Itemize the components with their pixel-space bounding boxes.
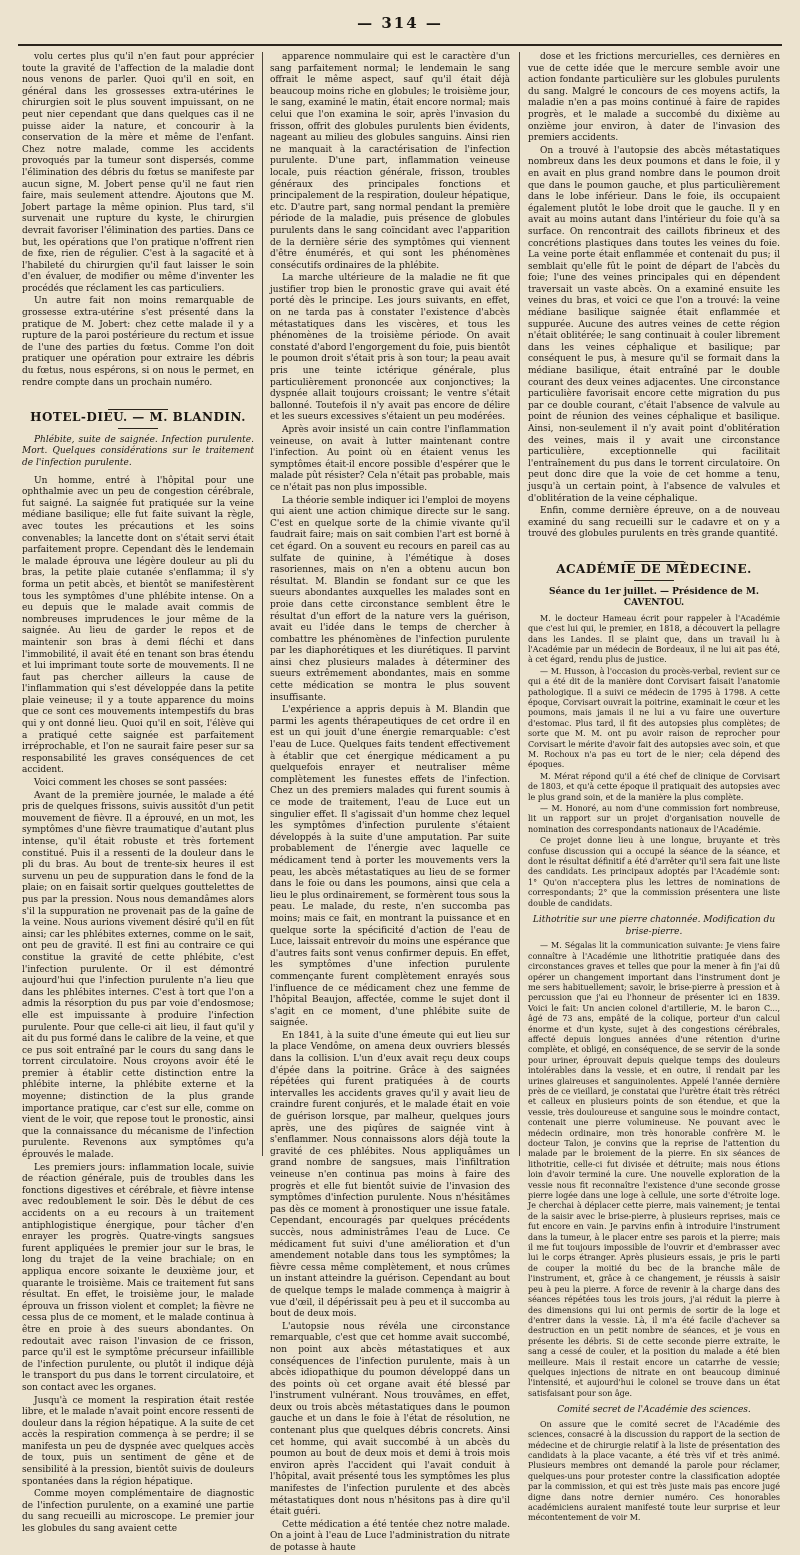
paragraph: M. Mérat répond qu'il a été chef de clinique de Corvisart de 1803, et qu'à cette époque il pratiquait des autopsies avec le plus grand soin, et de la manière la plus complète. bbox=[528, 771, 780, 802]
subsection-heading: Lithotritie sur une pierre chatonnée. Modification du brise-pierre. bbox=[532, 915, 776, 937]
section-heading-academie bbox=[528, 555, 780, 581]
heading-rule bbox=[118, 428, 158, 429]
paragraph: L'expérience a appris depuis à M. Blandin que parmi les agents thérapeutiques de cet ordre il en est un qui jouit d'une énergie remarquable: c'est l'eau de Luce. Quelques faits tendent effectivement à établir que cet énergique médicament a pu quelquefois enrayer et neutraliser même complètement les funestes effets de l'infection. Chez un des premiers malades qui furent soumis à ce mode de traitement, l'eau de Luce eut un singulier effet. Il s'agissait d'un homme chez lequel les symptômes d'infection purulente s'étaient développés à la suite d'une amputation. Par suite probablement de l'énergie avec laquelle ce médicament tend à porter les mouvements vers la peau, les abcès métastatiques au lieu de se former dans le foie ou dans les poumons, ainsi que cela a lieu le plus ordinairement, se formèrent tous sous la peau. Le malade, du reste, n'en succomba pas moins; mais ce fait, en montrant la puissance et en quelque sorte la spécificité d'action de l'eau de Luce, laissait entrevoir du moins une espérance que d'autres faits sont venus confirmer depuis. En effet, les symptômes d'une infection purulente commençante furent complètement enrayés sous l'influence de ce médicament chez une femme de l'hôpital Beaujon, affectée, comme le sujet dont il s'agit en ce moment, d'une phlébite suite de saignée. bbox=[270, 705, 510, 1029]
paragraph: L'autopsie nous révéla une circonstance remarquable, c'est que cet homme avait succombé, non point aux abcès métastatiques et aux conséquences de l'infection purulente, mais à un abcès idiopathique du poumon développé dans un des points où cet organe avait été blessé par l'instrument vulnérant. Nous trouvâmes, en effet, deux ou trois abcès métastatiques dans le poumon gauche et un dans le foie à l'état de résolution, ne contenant plus que quelques débris concrets. Ainsi cet homme, qui avait succombé à un abcès du poumon au bout de deux mois et demi à trois mois environ après l'accident qui l'avait conduit à l'hôpital, avait présenté tous les symptômes les plus manifestes de l'infection purulente et des abcès métastatiques dont nous n'hésitons pas à dire qu'il était guéri. bbox=[270, 1321, 510, 1518]
paragraph: Un homme, entré à l'hôpital pour une ophthalmie avec un peu de congestion cérébrale, fut saigné. La saignée fut pratiquée sur la veine médiane basilique; elle fut faite suivant la règle, avec toutes les précautions et les soins convenables; la lancette dont on s'était servi était parfaitement propre. Cependant dès le lendemain le malade éprouva une légère douleur au pli du bras, la petite plaie cutanée s'enflamma; il s'y forma un petit abcès, et bientôt se manifestèrent tous les symptômes d'une phlébite intense. On a eu depuis que le malade avait commis de nombreuses imprudences le jour même de la saignée. Au lieu de garder le repos et de maintenir son bras à demi fléchi et dans l'immobilité, il avait été en tenant son bras étendu et lui imprimant toute sorte de mouvements. Il ne faut pas chercher ailleurs la cause de l'inflammation qui s'est développée dans la petite plaie veineuse; il y a toute apparence du moins que ce sont ces mouvements intempestifs du bras qui y ont donné lieu. Quoi qu'il en soit, l'élève qui a pratiqué cette saignée est parfaitement irréprochable, et l'on ne saurait faire peser sur sa responsabilité les graves conséquences de cet accident. bbox=[22, 475, 254, 776]
subsection-heading: Comité secret de l'Académie des sciences. bbox=[557, 1405, 751, 1416]
paragraph: Voici comment les choses se sont passées: bbox=[34, 778, 228, 789]
paragraph: volu certes plus qu'il n'en faut pour apprécier toute la gravité de l'affection de la maladie dont nous venons de parler. Quoi qu'il en soit, en général dans les grossesses extra-utérines le chirurgien soit le plus souvent impuissant, on ne peut nier cependant que dans quelques cas il ne puisse aider la nature, et concourir à la conservation de la mère et même de l'enfant. Chez notre malade, comme les accidents provoqués par la tumeur sont dispersés, comme l'élimination des débris du fœtus se manifeste par aucun signe, M. Jobert pense qu'il ne faut rien faire, mais seulement attendre. Ajoutons que M. Jobert partage la même opinion. Plus tard, s'il survenait une rupture du kyste, le chirurgien devrait favoriser l'élimination des parties. Dans ce but, les opérations que l'on pratique n'offrent rien de fixe, rien de régulier. C'est à la sagacité et à l'habileté du chirurgien qu'il faut laisser le soin d'en évaluer, de modifier ou même d'inventer les procédés que réclament les cas particuliers. bbox=[22, 52, 254, 294]
paragraph: Jusqu'à ce moment la respiration était restée libre, et le malade n'avait point encore ressenti de douleur dans la région hépatique. A la suite de cet accès la respiration commença à se perdre; il se manifesta un peu de dyspnée avec quelques accès de toux, puis un sentiment de gêne et de sensibilité à la pression, bientôt suivis de douleurs spontanées dans la région hépatique. bbox=[22, 1395, 254, 1487]
paragraph: Enfin, comme dernière épreuve, on a de nouveau examiné du sang recueilli sur le cadavre et on y a trouvé des globules purulents en très grande quantité. bbox=[528, 506, 780, 540]
paragraph: Un autre fait non moins remarquable de grossesse extra-utérine s'est présenté dans la pratique de M. Jobert: chez cette malade il y a rupture de la paroi postérieure du rectum et issue de l'une des parties du fœtus. Comme l'on doit pratiquer une opération pour extraire les débris du fœtus, nous espérons, si on nous le permet, en rendre compte dans un prochain numéro. bbox=[22, 296, 254, 388]
heading-rule bbox=[634, 580, 674, 581]
column-2 bbox=[270, 52, 510, 1553]
column-1 bbox=[22, 52, 254, 1535]
heading-text: HOTEL-DIEU. — M. BLANDIN. bbox=[30, 410, 246, 425]
paragraph: — M. Husson, à l'occasion du procès-verbal, revient sur ce qui a été dit de la manière dont Corvisart faisait l'anatomie pathologique. Il a suivi ce médecin de 1795 à 1798. A cette époque, Corvisart ouvrait la poitrine, examinait le cœur et les poumons, mais jamais il ne lui a vu faire une ouverture d'estomac. Plus tard, il fit des autopsies plus complètes; de sorte que M. M. ont pu avoir raison de reprocher pour Corvisart le mérite d'avoir fait des autopsies avec soin, et que M. Rochoux n'a pas eu tort de le nier; cela dépend des époques. bbox=[528, 666, 780, 770]
paragraph: dose et les frictions mercurielles, ces dernières en vue de cette idée que le mercure semble avoir une action fondante particulière sur les globules purulents du sang. Malgré le concours de ces moyens actifs, la maladie n'en a pas moins continué à faire de rapides progrès, et le malade a succombé du dixième au onzième jour environ, à dater de l'invasion des premiers accidents. bbox=[528, 52, 780, 144]
paragraph: Les premiers jours: inflammation locale, suivie de réaction générale, puis de troubles dans les fonctions digestives et cérébrale, et fièvre intense avec redoublement le soir. Dès le début de ces accidents on a eu recours à un traitement antiphlogistique énergique, pour tâcher d'en enrayer les progrès. Quatre-vingts sangsues furent appliquées le premier jour sur le bras, le long du trajet de la veine brachiale; on en appliqua encore soixante le deuxième jour, et quarante le troisième. Mais ce traitement fut sans résultat. En effet, le troisième jour, le malade éprouva un frisson violent et complet; la fièvre ne cessa plus de ce moment, et le malade continua à être en proie à des sueurs abondantes. On redoutait avec raison l'invasion de ce frisson, parce qu'il est le symptôme précurseur infaillible de l'infection purulente, ou plutôt il indique déjà le transport du pus dans le torrent circulatoire, et son contact avec les organes. bbox=[22, 1162, 254, 1393]
paragraph: En 1841, à la suite d'une émeute qui eut lieu sur la place Vendôme, on amena deux ouvriers blessés dans la collision. L'un d'eux avait reçu deux coups d'épée dans la poitrine. Grâce à des saignées répétées qui furent pratiquées à de courts intervalles les accidents graves qu'il y avait lieu de craindre furent conjurés, et le malade était en voie de guérison lorsque, par malheur, quelques jours après, une des piqûres de saignée vint à s'enflammer. Nous connaissons alors déjà toute la gravité de ces phlébites. Nous appliquâmes un grand nombre de sangsues, mais l'infiltration veineuse n'en continua pas moins à faire des progrès et elle fut bientôt suivie de l'invasion des symptômes d'infection purulente. Nous n'hésitâmes pas dès ce moment à pronostiquer une issue fatale. Cependant, encouragés par quelques précédents succès, nous administrâmes l'eau de Luce. Ce médicament fut suivi d'une amélioration et d'un amendement notable dans tous les symptômes; la fièvre cessa même complètement, et nous crûmes un instant atteindre la guérison. Cependant au bout de quelque temps le malade commença à maigrir à vue d'œil, il dépérissait peu à peu et il succomba au bout de deux mois. bbox=[270, 1030, 510, 1320]
page-number: — 314 — bbox=[357, 14, 443, 32]
paragraph: On a trouvé à l'autopsie des abcès métastatiques nombreux dans les deux poumons et dans le foie, il y en avait en plus grand nombre dans le poumon droit que dans le poumon gauche, et plus particulièrement dans le lobe inférieur. Dans le foie, ils occupaient également plutôt le lobe droit que le gauche. Il y en avait au moins autant dans l'intérieur du foie qu'à sa surface. On rencontrait des caillots fibrineux et des concrétions plastiques dans toutes les veines du foie. La veine porte était enflammée et contenait du pus; il semblait qu'elle fût le point de départ de l'abcès du foie; l'une des veines principales qui en dépendent traversait un vaste abcès. On a examiné ensuite les veines du bras, et voici ce que l'on a trouvé: la veine médiane basilique saignée était enflammée et suppurée. Aucune des autres veines de cette région n'était oblitérée; le sang continuait à couler librement dans les veines céphalique et basilique; par conséquent le pus, à mesure qu'il se formait dans la médiane basilique, était entraîné par le double courant des deux veines adjacentes. Une circonstance particulière favorisait encore cette migration du pus par ce double courant, c'était l'absence de valvule au point de réunion des veines céphalique et basilique. Ainsi, non-seulement il n'y avait point d'oblitération des veines, mais il y avait une circonstance particulière, exceptionnelle qui facilitait l'entraînement du pus dans le torrent circulatoire. On peut donc dire que la voie de cet homme a tenu, jusqu'à un certain point, à l'absence de valvules et d'oblitération de la veine céphalique. bbox=[528, 145, 780, 504]
paragraph: La marche ultérieure de la maladie ne fit que justifier trop bien le pronostic grave qui avait été porté dès le principe. Les jours suivants, en effet, on ne tarda pas à constater l'existence d'abcès métastatiques dans les viscères, et tous les phénomènes de la troisième période. On avait constaté d'abord l'engorgement du foie, puis bientôt le poumon droit s'était pris à son tour; la peau avait pris une teinte ictérique générale, plus particulièrement prononcée aux conjonctives; la dyspnée allait toujours croissant; le ventre s'était ballonné. Toutefois il n'y avait pas encore de délire et les sueurs excessives s'étaient un peu modérées. bbox=[270, 273, 510, 423]
paragraph: M. le docteur Hameau écrit pour rappeler à l'Académie que c'est lui qui, le premier, en 1818, a découvert la pellagre dans les Landes. Il se plaint que, dans un travail lu à l'Académie par un médecin de Bordeaux, il ne lui ait pas été, à cet égard, rendu plus de justice. bbox=[528, 613, 780, 665]
session-line: Séance du 1er juillet. — Présidence de M. CAVENTOU. bbox=[549, 586, 759, 609]
paragraph: On assure que le comité secret de l'Académie des sciences, consacré à la discussion du rapport de la section de médecine et de chirurgie relatif à la liste de présentation des candidats à la place vacante, a été très vif et très animé. Plusieurs membres ont demandé la parole pour réclamer, quelques-uns pour protester contre la classification adoptée par la commission, et qui est très juste mais pas encore jugé digne dans notre dernier numéro. Ces honorables académiciens auraient manifesté toute leur surprise et leur mécontentement de voir M. bbox=[528, 1419, 780, 1523]
heading-text: ACADÉMIE DE MÉDECINE. bbox=[556, 561, 752, 576]
column-3 bbox=[528, 52, 780, 1523]
column-separator bbox=[262, 52, 263, 1156]
paragraph: Ce projet donne lieu à une longue, bruyante et très confuse discussion qui a occupé la séance de la séance, et dont le résultat définitif a été d'arrêter qu'il sera fait une liste des candidats. Les principaux adoptés par l'Académie sont: 1° Qu'on n'acceptera plus les lettres de nominations de correspondants; 2° que la commission présentera une liste double de candidats. bbox=[528, 836, 780, 908]
column-separator bbox=[519, 52, 520, 1156]
paragraph: Après avoir insisté un cain contre l'inflammation veineuse, on avait à lutter maintenant contre l'infection. Au point où en étaient venus les symptômes était-il encore possible d'espérer que le malade pût résister? Cela n'était pas probable, mais ce n'était pas non plus impossible. bbox=[270, 425, 510, 493]
article-subtitle: Phlébite, suite de saignée. Infection purulente. Mort. Quelques considérations sur le traitement de l'infection purulente. bbox=[22, 434, 254, 468]
section-heading-hotel-dieu bbox=[22, 403, 254, 429]
paragraph: apparence nommulaire qui est le caractère d'un sang parfaitement normal; le lendemain le sang offrait le même aspect, sauf qu'il était déjà beaucoup moins riche en globules; le troisième jour, le sang, examiné le matin, était encore normal; mais celui que l'on examina le soir, après l'invasion du frisson, offrit des globules purulents bien évidents, nageant au milieu des globules sanguins. Ainsi rien ne manquait à la caractérisation de l'infection purulente. D'une part, inflammation veineuse locale, puis réaction générale, frisson, troubles généraux des principales fonctions et principalement de la respiration, douleur hépatique, etc. D'autre part, sang normal pendant la première période de la maladie, puis présence de globules purulents dans le sang coïncidant avec l'apparition de la dernière série des symptômes qui viennent d'être énumérés, et qui sont les phénomènes consécutifs ordinaires de la phlébite. bbox=[270, 52, 510, 271]
paragraph: La théorie semble indiquer ici l'emploi de moyens qui aient une action chimique directe sur le sang. C'est en quelque sorte de la chimie vivante qu'il faudrait faire; mais on sait combien l'art est borné à cet égard. On a souvent eu recours en pareil cas au sulfate de quinine, à l'émétique à doses rasoriennes, mais on n'en a obtenu aucun bon résultat. M. Blandin se fondant sur ce que les sueurs abondantes auxquelles les malades sont en proie dans cette circonstance semblent être le résultat d'un effort de la nature vers la guérison, avait eu l'idée dans le temps de chercher à combattre les phénomènes de l'infection purulente par les diaphorétiques et les diurétiques. Il parvint ainsi chez plusieurs malades à déterminer des sueurs extrêmement abondantes, mais en somme cette médication se montra le plus souvent insuffisante. bbox=[270, 495, 510, 703]
paragraph: Comme moyen complémentaire de diagnostic de l'infection purulente, on a examiné une partie du sang recueilli au microscope. Le premier jour les globules du sang avaient cette bbox=[22, 1489, 254, 1535]
paragraph: — M. Honoré, au nom d'une commission fort nombreuse, lit un rapport sur un projet d'organisation nouvelle de nomination des correspondants nationaux de l'Académie. bbox=[528, 804, 780, 834]
header-rule bbox=[18, 44, 782, 46]
paragraph: Avant de la première journée, le malade a été pris de quelques frissons, suivis aussitôt d'un petit mouvement de fièvre. Il a éprouvé, en un mot, les symptômes d'une fièvre traumatique d'autant plus intense, qu'il était robuste et très fortement constitué. Puis il a ressenti de la douleur dans le pli du bras. Au bout de trente-six heures il est survenu un peu de suppuration dans le fond de la plaie; on en faisait sortir quelques gouttelettes de pus par la pression. Nous nous demandâmes alors s'il la suppuration ne provenait pas de la gaîne de la veine. Nous aurions vivement désiré qu'il en fût ainsi; car les phlébites externes, comme on le sait, ont peu de gravité. Il est fini au contraire ce qui constitue la gravité de cette phlébite, c'est l'infection purulente. Or il est démontré aujourd'hui que l'infection purulente n'a lieu que dans les phlébites internes. C'est à tort que l'on a admis la résorption du pus par voie d'endosmose; elle est impuissante à produire l'infection purulente. Pour que celle-ci ait lieu, il faut qu'il y ait du pus formé dans le calibre de la veine, et que ce pus soit entraîné par le cours du sang dans le torrent circulatoire. Nous croyons avoir été le premier à établir cette distinction entre la phlébite interne, la phlébite externe et la moyenne; distinction de la plus grande importance pratique, car c'est sur elle, comme on vient de le voir, que repose tout le pronostic, ainsi que la connaissance du mécanisme de l'infection purulente. Revenons aux symptômes qu'a éprouvés le malade. bbox=[22, 790, 254, 1161]
paragraph: — M. Ségalas lit la communication suivante: Je viens faire connaître à l'Académie une lithotritie pratiquée dans des circonstances graves et telles que pour la mener à fin j'ai dû opérer un changement important dans l'instrument dont je me sers habituellement; savoir, le brise-pierre à pression et à percussion que j'ai eu l'honneur de présenter ici en 1839. Voici le fait: Un ancien colonel d'artillerie, M. le baron C..., âgé de 73 ans, empâté de la colique, porteur d'un calcul énorme et d'un kyste, sujet à des congestions cérébrales, affecté depuis longues années d'une rétention d'urine complète, et obligé, en conséquence, de se servir de la sonde pour uriner, éprouvait depuis quelque temps des douleurs intolérables dans la vessie, et en outre, il rendait par les urines glaireuses et sanguinolentes. Appelé l'année dernière près de ce vieillard, je constatai que l'urètre était très rétréci et calleux en plusieurs points de son étendue, et que la vessie, très douloureuse et sanguine sous le moindre contact, contenait une pierre volumineuse. Ne pouvant avec le médecin ordinaire, mon très honorable confrère M. le docteur Talon, je convins que la reprise de l'attention du malade par le broiement de la pierre. En six séances de lithotritie, celle-ci fut divisée et détruite; mais nous étions loin d'avoir terminé la cure. Une nouvelle exploration de la vessie nous fit reconnaître l'existence d'une seconde grosse pierre logée dans une loge à cellule, une sorte d'étroite loge. Je cherchai à déplacer cette pierre, mais vainement; je tentai de la saisir avec le brise-pierre, à plusieurs reprises, mais ce fut encore en vain. Je parvins enfin à introduire l'instrument dans la tumeur, à le placer entre ses parois et la pierre; mais il me fut toujours impossible de l'ouvrir et d'embrasser avec lui le corps étranger. Après plusieurs essais, je pris le parti de couper la moitié du bec de la branche mâle de l'instrument, et, grâce à ce changement, je réussis à saisir peu à peu la pierre. A force de revenir à la charge dans des séances répétées tous les trois jours, j'ai réduit la pierre à des dimensions qui lui ont permis de sortir de la loge et d'entrer dans la vessie. Là, il m'a été facile d'achever sa destruction en un petit nombre de séances, et je vous en présente les débris. Si de cette seconde pierre extraite, le sang a cessé de couler, et la position du malade a été bien meilleure. Mais il restait encore un catarrhe de vessie; quelques injections de nitrate en ont beaucoup diminué l'intensité, et aujourd'hui le colonel se trouve dans un état satisfaisant pour son âge. bbox=[528, 941, 780, 1398]
paragraph: Cette médication a été tentée chez notre malade. On a joint à l'eau de Luce l'administration du nitrate de potasse à haute bbox=[270, 1519, 510, 1553]
